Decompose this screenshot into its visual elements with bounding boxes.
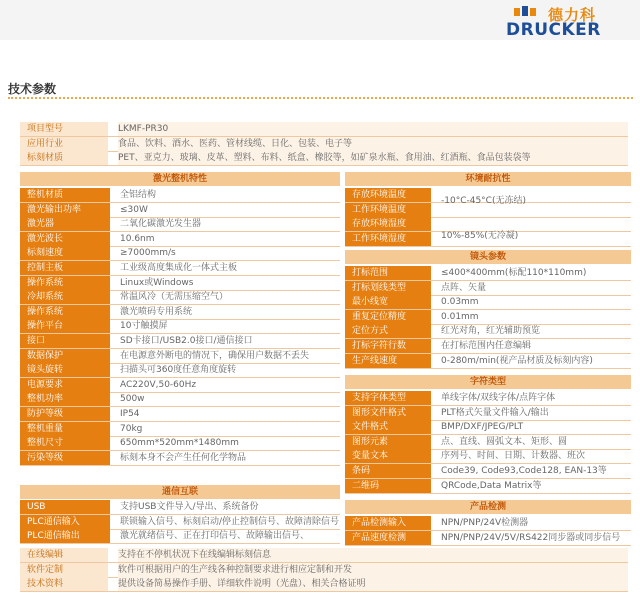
bottom-row-label: 软件定制 xyxy=(20,563,108,577)
laser-spec-row-value: AC220V,50-60Hz xyxy=(120,379,197,390)
lens-row-rule xyxy=(345,368,631,369)
laser-spec-row-value: SD卡接口/USB2.0接口/通信接口 xyxy=(120,336,253,346)
lens-row-label: 定位方式 xyxy=(345,324,431,338)
lens-row-value: ≤400*400mm(标配110*110mm) xyxy=(441,268,587,278)
top-row-value: PET、亚克力、玻璃、皮革、塑料、布料、纸盒、橡胶等，如矿泉水瓶、食用油、红酒瓶、食品包装袋等 xyxy=(118,151,628,165)
laser-spec-row-value: Linux或Windows xyxy=(120,277,194,288)
font-row-label: 变量文本 xyxy=(345,449,431,463)
font-row-label: 二维码 xyxy=(345,479,431,493)
laser-spec-row-label: 冷却系统 xyxy=(20,290,110,304)
brand-mark-icon xyxy=(514,6,542,18)
detect-row-label: 产品检测输入 xyxy=(345,516,431,530)
comm-row-rule xyxy=(20,543,340,544)
laser-spec-row-value: 全铝结构 xyxy=(120,190,157,200)
section-header-env: 环境耐抗性 xyxy=(345,172,631,186)
laser-spec-row-value: 工业级高度集成化一体式主板 xyxy=(120,263,238,273)
font-row-value: BMP/DXF/JPEG/PLT xyxy=(441,422,524,433)
font-row-value: QRCode,Data Matrix等 xyxy=(441,480,542,491)
laser-spec-row-label: 操作系统 xyxy=(20,276,110,290)
lens-row-label: 生产线速度 xyxy=(345,354,431,368)
font-row-label: 文件格式 xyxy=(345,420,431,434)
laser-spec-row-value: 标刻本身不会产生任何化学物品 xyxy=(120,452,247,463)
bottom-row-label: 在线编辑 xyxy=(20,548,108,562)
font-row-value: 点、直线、圆弧文本、矩形、圆 xyxy=(441,436,568,447)
laser-spec-row-value: ≤30W xyxy=(120,204,148,215)
detect-row-label: 产品速度检测 xyxy=(345,531,431,545)
env-row-label: 存放环境湿度 xyxy=(345,217,431,231)
lens-row-label: 重复定位精度 xyxy=(345,310,431,324)
laser-spec-row-value: 10寸触摸屏 xyxy=(120,321,168,332)
laser-spec-row-label: 整机材质 xyxy=(20,188,110,202)
lens-row-label: 打标字符行数 xyxy=(345,339,431,353)
laser-spec-row-label: 标刻速度 xyxy=(20,246,110,260)
env-row-label: 工作环境温度 xyxy=(345,203,431,217)
section-header-comm: 通信互联 xyxy=(20,485,340,499)
lens-row-value: 0.03mm xyxy=(441,297,479,308)
font-row-value: 单线字体/双线字体/点阵字体 xyxy=(441,393,556,403)
bottom-row-value: 提供设备简易操作手册、详细软件说明（光盘）、相关合格证明 xyxy=(118,577,628,591)
laser-spec-row-value: 650mm*520mm*1480mm xyxy=(120,438,239,449)
lens-row-value: 红光对角，红光辅助预览 xyxy=(441,326,541,337)
detect-row-rule xyxy=(345,545,631,546)
lens-row-value: 点阵、矢量 xyxy=(441,282,487,293)
font-row-label: 条码 xyxy=(345,464,431,478)
laser-spec-row-label: 接口 xyxy=(20,334,110,348)
laser-spec-row-value: 激光喷码专用系统 xyxy=(120,306,193,317)
laser-spec-row-rule xyxy=(20,465,340,466)
laser-spec-row-label: 操作系统 xyxy=(20,305,110,319)
laser-spec-row-label: 污染等级 xyxy=(20,451,110,465)
comm-row-label: PLC通信输入 xyxy=(20,515,110,529)
laser-spec-row-label: 数据保护 xyxy=(20,349,110,363)
laser-spec-row-value: IP54 xyxy=(120,409,140,419)
laser-spec-row-label: 激光输出功率 xyxy=(20,203,110,217)
top-row-value: 食品、饮料、酒水、医药、管材线缆、日化、包装、电子等 xyxy=(118,137,628,151)
brand-name-cn: 德力科 xyxy=(548,6,597,24)
comm-row-value: 激光就绪信号、正在打印信号、故障输出信号、 xyxy=(120,531,310,542)
laser-spec-row-label: 整机功率 xyxy=(20,392,110,406)
laser-spec-row-label: 操作平台 xyxy=(20,319,110,333)
laser-spec-row-label: 电源要求 xyxy=(20,378,110,392)
laser-spec-row-value: 扫描头可360度任意角度旋转 xyxy=(120,365,237,376)
brand-logo xyxy=(506,4,630,40)
font-row-value: Code39, Code93,Code128, EAN-13等 xyxy=(441,466,607,476)
font-row-label: 支持字体类型 xyxy=(345,391,431,405)
laser-spec-row-value: ≥7000mm/s xyxy=(120,248,176,259)
lens-row-value: 0-280m/min(视产品材质及标刻内容) xyxy=(441,355,593,366)
laser-spec-row-label: 整机尺寸 xyxy=(20,436,110,450)
font-row-value: 序列号、时间、日期、计数器、班次 xyxy=(441,451,586,462)
title-divider xyxy=(8,97,633,99)
laser-spec-row-value: 70kg xyxy=(120,423,143,434)
top-row-value: LKMF-PR30 xyxy=(118,122,628,136)
env-humidity-value: 10%-85%(无冷凝) xyxy=(441,231,519,241)
section-header-font: 字符类型 xyxy=(345,375,631,389)
lens-row-label: 打标划线类型 xyxy=(345,281,431,295)
laser-spec-row-value: 10.6nm xyxy=(120,233,155,244)
comm-row-label: USB xyxy=(20,500,110,514)
font-row-rule xyxy=(345,493,631,494)
laser-spec-row-label: 激光波长 xyxy=(20,232,110,246)
env-row-label: 工作环境湿度 xyxy=(345,232,431,246)
bottom-row-value: 软件可根据用户的生产线各种控制要求进行相应定制和开发 xyxy=(118,563,628,577)
comm-row-label: PLC通信输出 xyxy=(20,529,110,543)
page-title: 技术参数 xyxy=(8,82,57,96)
laser-spec-row-value: 二氧化碳激光发生器 xyxy=(120,219,202,230)
bottom-row-label: 技术资料 xyxy=(20,577,108,591)
env-row-rule xyxy=(345,246,631,247)
font-row-value: PLT格式矢量文件输入/输出 xyxy=(441,407,549,418)
laser-spec-row-value: 常温风冷（无需压缩空气） xyxy=(120,292,229,303)
comm-row-value: 联锁输入信号、标刻启动/停止控制信号、故障清除信号 xyxy=(120,516,340,527)
font-row-label: 图形元素 xyxy=(345,435,431,449)
lens-row-label: 最小线宽 xyxy=(345,295,431,309)
detect-row-value: NPN/PNP/24V检测器 xyxy=(441,518,529,528)
bottom-row-rule xyxy=(20,591,628,592)
font-row-label: 图形文件格式 xyxy=(345,406,431,420)
laser-spec-row-label: 镜头旋转 xyxy=(20,363,110,377)
lens-row-value: 0.01mm xyxy=(441,311,479,322)
detect-row-value: NPN/PNP/24V/5V/RS422同步器或同步信号 xyxy=(441,532,621,543)
top-row-rule xyxy=(20,165,628,166)
top-row-label: 项目型号 xyxy=(20,122,108,136)
lens-row-label: 打标范围 xyxy=(345,266,431,280)
section-header-laser: 激光整机特性 xyxy=(20,172,340,186)
laser-spec-row-label: 控制主板 xyxy=(20,261,110,275)
lens-row-value: 在打标范围内任意编辑 xyxy=(441,341,532,351)
bottom-row-value: 支持在不停机状况下在线编辑标刻信息 xyxy=(118,548,628,562)
laser-spec-row-value: 在电源意外断电的情况下，确保用户数据不丢失 xyxy=(120,350,310,361)
section-header-detect: 产品检测 xyxy=(345,500,631,514)
section-header-lens: 镜头参数 xyxy=(345,250,631,264)
env-temperature-value: -10°C-45°C(无冻结) xyxy=(441,196,526,206)
env-row-label: 存放环境温度 xyxy=(345,188,431,202)
top-row-label: 标刻材质 xyxy=(20,151,108,165)
comm-row-value: 支持USB文件导入/导出、系统备份 xyxy=(120,502,259,512)
laser-spec-row-label: 整机重量 xyxy=(20,422,110,436)
laser-spec-row-label: 防护等级 xyxy=(20,407,110,421)
brand-name-en: DRUCKER xyxy=(506,20,601,40)
top-row-label: 应用行业 xyxy=(20,137,108,151)
laser-spec-row-label: 激光器 xyxy=(20,217,110,231)
laser-spec-row-value: 500w xyxy=(120,394,145,405)
